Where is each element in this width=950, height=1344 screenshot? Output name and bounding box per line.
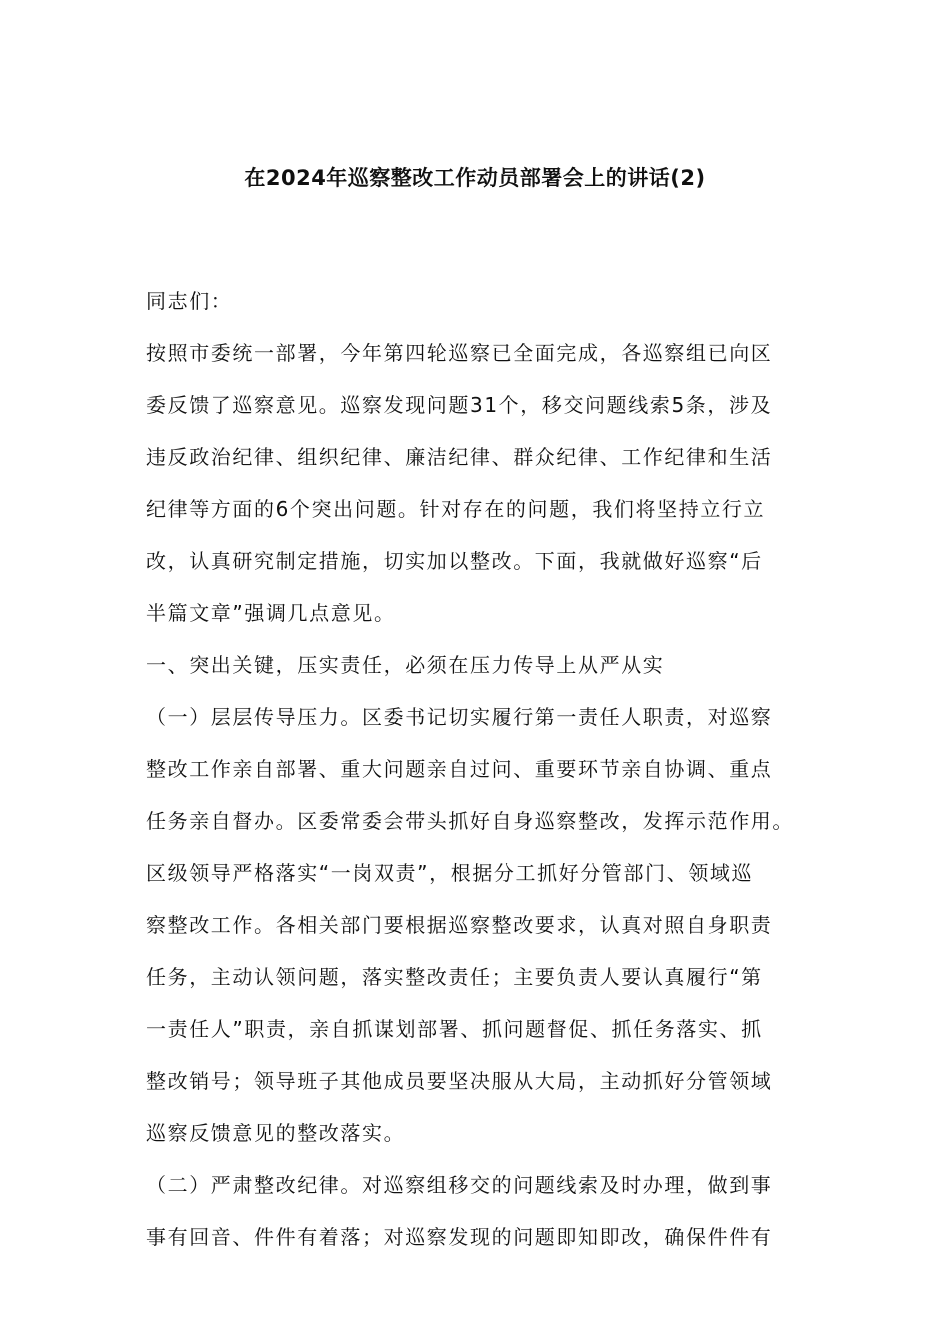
document-title: 在2024年巡察整改工作动员部署会上的讲话(2)	[244, 166, 706, 190]
paragraph-line: 察整改工作。各相关部门要根据巡察整改要求，认真对照自身职责	[146, 913, 773, 937]
paragraph-line: 半篇文章”强调几点意见。	[146, 601, 396, 625]
paragraph-line: 事有回音、件件有着落；对巡察发现的问题即知即改，确保件件有	[146, 1225, 773, 1249]
paragraph-line: 改，认真研究制定措施，切实加以整改。下面，我就做好巡察“后	[146, 549, 763, 573]
document-body	[146, 286, 806, 1274]
paragraph-line: 委反馈了巡察意见。巡察发现问题31个，移交问题线索5条，涉及	[146, 393, 773, 417]
paragraph-line: 按照市委统一部署，今年第四轮巡察已全面完成，各巡察组已向区	[146, 341, 773, 365]
paragraph-line: 违反政治纪律、组织纪律、廉洁纪律、群众纪律、工作纪律和生活	[146, 445, 773, 469]
paragraph-line: 一责任人”职责，亲自抓谋划部署、抓问题督促、抓任务落实、抓	[146, 1017, 763, 1041]
paragraph-line: 巡察反馈意见的整改落实。	[146, 1121, 406, 1145]
paragraph-line: 区级领导严格落实“一岗双责”，根据分工抓好分管部门、领域巡	[146, 861, 754, 885]
paragraph-line: 纪律等方面的6个突出问题。针对存在的问题，我们将坚持立行立	[146, 497, 766, 521]
paragraph-line: （二）严肃整改纪律。对巡察组移交的问题线索及时办理，做到事	[146, 1173, 773, 1197]
salutation: 同志们：	[146, 289, 233, 313]
section-heading: 一、突出关键，压实责任，必须在压力传导上从严从实	[146, 653, 665, 677]
paragraph-line: 任务亲自督办。区委常委会带头抓好自身巡察整改，发挥示范作用。	[146, 809, 794, 833]
paragraph-line: （一）层层传导压力。区委书记切实履行第一责任人职责，对巡察	[146, 705, 773, 729]
paragraph-line: 整改工作亲自部署、重大问题亲自过问、重要环节亲自协调、重点	[146, 757, 773, 781]
paragraph-line: 整改销号；领导班子其他成员要坚决服从大局，主动抓好分管领域	[146, 1069, 773, 1093]
paragraph-line: 任务，主动认领问题，落实整改责任；主要负责人要认真履行“第	[146, 965, 763, 989]
